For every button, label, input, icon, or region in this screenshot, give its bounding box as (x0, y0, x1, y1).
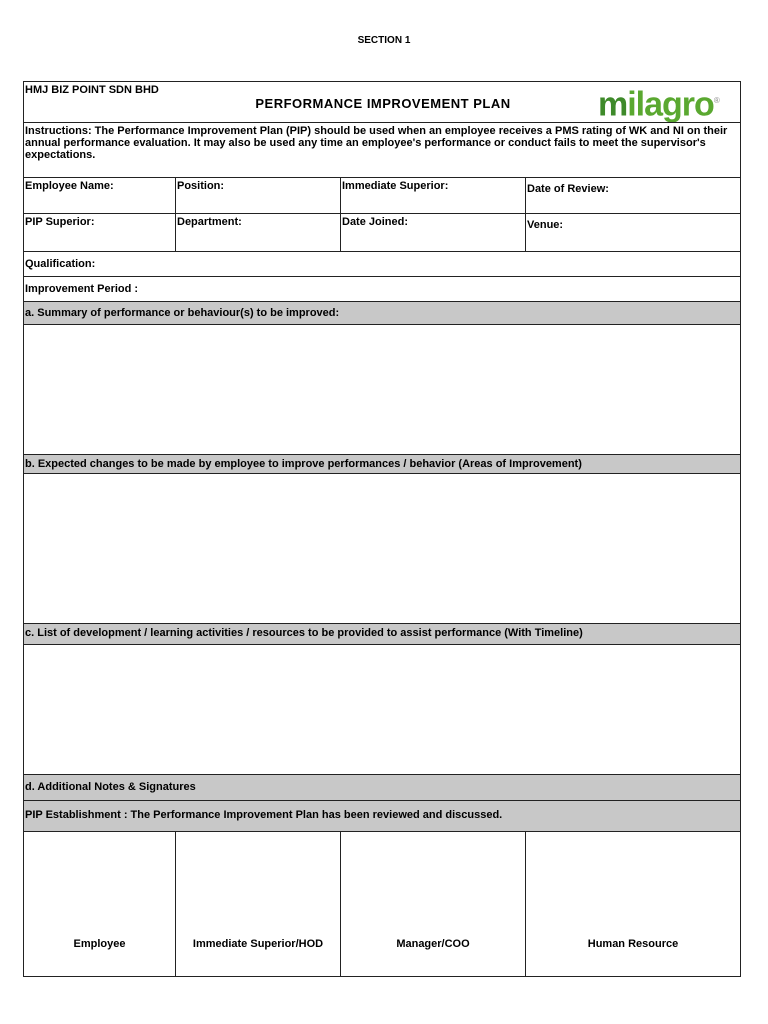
date-joined-field[interactable]: Date Joined: (340, 213, 526, 252)
section-c-body[interactable] (23, 644, 741, 775)
immediate-superior-field[interactable]: Immediate Superior: (340, 177, 526, 214)
section-label: SECTION 1 (357, 35, 411, 46)
section-b-header: b. Expected changes to be made by employee to improve performances / behavior (Areas of Improvement) (23, 454, 741, 474)
company-name: HMJ BIZ POINT SDN BHD (25, 84, 159, 96)
pip-superior-field[interactable]: PIP Superior: (23, 213, 176, 252)
employee-name-field[interactable]: Employee Name: (23, 177, 176, 214)
signature-employee[interactable] (23, 831, 176, 977)
qualification-field[interactable]: Qualification: (23, 251, 741, 277)
section-c-header: c. List of development / learning activities / resources to be provided to assist performance (With Timeline) (23, 623, 741, 645)
form-title: PERFORMANCE IMPROVEMENT PLAN (255, 96, 511, 111)
signature-manager[interactable] (340, 831, 526, 977)
signature-label: Employee (73, 938, 126, 950)
signature-label: Manager/COO (396, 938, 470, 950)
signature-label: Human Resource (587, 938, 679, 950)
signature-human-resource[interactable] (525, 831, 741, 977)
form-header (23, 81, 741, 123)
venue-field[interactable]: Venue: (525, 213, 741, 252)
pip-establishment: PIP Establishment : The Performance Improvement Plan has been reviewed and discussed. (23, 800, 741, 832)
signature-immediate-superior[interactable] (175, 831, 341, 977)
section-d-header: d. Additional Notes & Signatures (23, 774, 741, 801)
department-field[interactable]: Department: (175, 213, 341, 252)
section-a-header: a. Summary of performance or behaviour(s) to be improved: (23, 301, 741, 325)
milagro-logo: milagro® (598, 85, 719, 124)
instructions: Instructions: The Performance Improvement Plan (PIP) should be used when an employee receives a PMS rating of WK and NI on their annual performance evaluation. It may also be used any time an employee's performance or conduct fails to meet the supervisor's expectations. (23, 122, 741, 178)
section-a-body[interactable] (23, 324, 741, 455)
signature-label: Immediate Superior/HOD (192, 938, 324, 950)
section-b-body[interactable] (23, 473, 741, 624)
date-of-review-field[interactable]: Date of Review: (525, 177, 741, 214)
improvement-period-field[interactable]: Improvement Period : (23, 276, 741, 302)
position-field[interactable]: Position: (175, 177, 341, 214)
